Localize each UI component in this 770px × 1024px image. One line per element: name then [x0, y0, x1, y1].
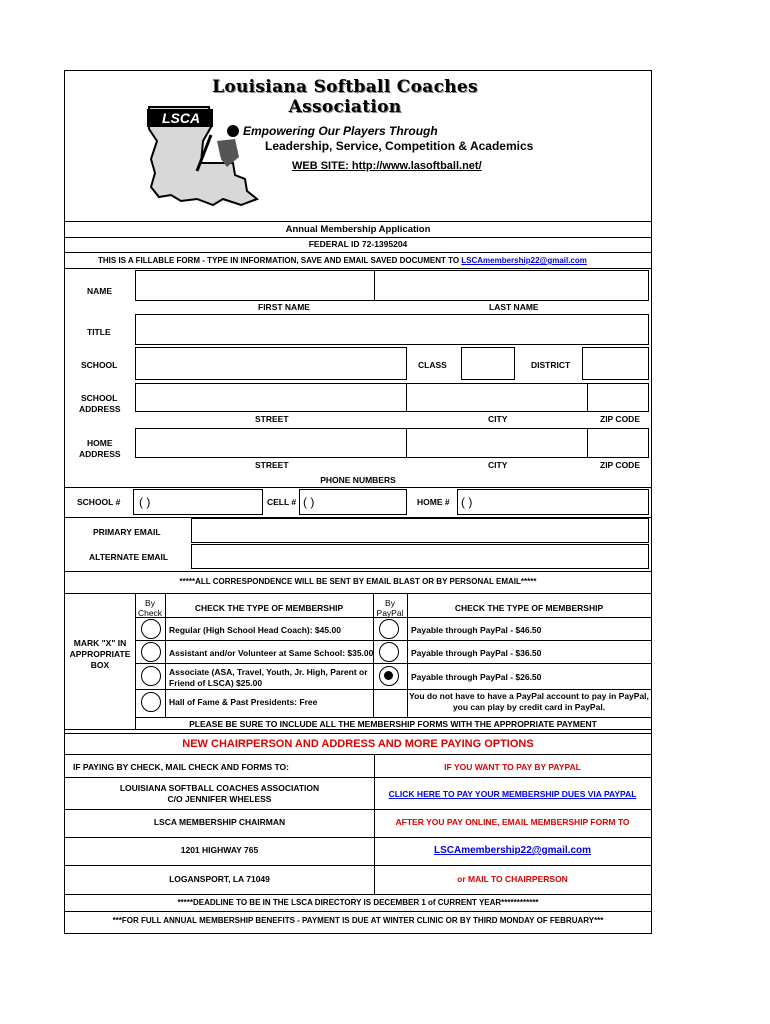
paypal-radio-regular[interactable] — [379, 619, 399, 639]
paypal-option-regular: Payable through PayPal - $46.50 — [411, 625, 542, 635]
home-phone-paren: ( ) — [461, 495, 473, 509]
cell-phone-label: CELL # — [267, 497, 297, 507]
check-radio-hall-of-fame[interactable] — [141, 692, 161, 712]
district-field[interactable] — [582, 347, 649, 380]
home-address-label-2: ADDRESS — [79, 449, 121, 459]
paypal-radio-assistant[interactable] — [379, 642, 399, 662]
website-text: WEB SITE: http://www.lasoftball.net/ — [292, 160, 482, 172]
check-option-associate-2: Friend of LSCA) $25.00 — [169, 678, 263, 688]
phone-numbers-heading: PHONE NUMBERS — [320, 475, 396, 485]
by-check-header-2: Check — [137, 608, 163, 618]
last-name-label: LAST NAME — [489, 302, 539, 312]
by-check-header-1: By — [145, 598, 155, 608]
check-radio-regular[interactable] — [141, 619, 161, 639]
correspondence-note: *****ALL CORRESPONDENCE WILL BE SENT BY EMAIL BLAST OR BY PERSONAL EMAIL***** — [179, 577, 537, 586]
school-address-label-1: SCHOOL — [81, 393, 118, 403]
deadline-note: *****DEADLINE TO BE IN THE LSCA DIRECTORY IS DECEMBER 1 of CURRENT YEAR************ — [177, 898, 539, 907]
school-zip-label: ZIP CODE — [600, 414, 640, 424]
mail-address-line-3: 1201 HIGHWAY 765 — [180, 845, 259, 855]
include-forms-note: PLEASE BE SURE TO INCLUDE ALL THE MEMBERSHIP FORMS WITH THE APPROPRIATE PAYMENT — [189, 719, 597, 729]
home-phone-label: HOME # — [417, 497, 450, 507]
check-type-header: CHECK THE TYPE OF MEMBERSHIP — [194, 603, 344, 613]
paypal-pay-link[interactable]: CLICK HERE TO PAY YOUR MEMBERSHIP DUES VIA PAYPAL — [388, 789, 637, 799]
home-street-label: STREET — [255, 460, 289, 470]
class-field[interactable] — [461, 347, 515, 380]
home-phone-field[interactable] — [457, 489, 649, 515]
primary-email-label: PRIMARY EMAIL — [93, 527, 161, 537]
check-option-associate-1: Associate (ASA, Travel, Youth, Jr. High, Parent or — [169, 667, 368, 677]
membership-form — [64, 70, 652, 934]
instructions-email-link[interactable]: LSCAmembership22@gmail.com — [461, 256, 587, 265]
benefits-note: ***FOR FULL ANNUAL MEMBERSHIP BENEFITS - PAYMENT IS DUE AT WINTER CLINIC OR BY THIRD MONDAY OF FEBRUARY*** — [112, 916, 604, 925]
alternate-email-field[interactable] — [191, 544, 649, 569]
by-paypal-header-1: By — [385, 598, 395, 608]
home-city-field[interactable] — [406, 428, 588, 458]
check-radio-associate[interactable] — [141, 666, 161, 686]
paypal-radio-associate[interactable] — [379, 666, 399, 686]
first-name-label: FIRST NAME — [258, 302, 310, 312]
logo-text: LSCA — [161, 110, 201, 126]
check-option-hall-of-fame: Hall of Fame & Past Presidents: Free — [169, 697, 318, 707]
school-zip-field[interactable] — [587, 383, 649, 412]
school-label: SCHOOL — [81, 360, 118, 370]
mail-address-line-4: LOGANSPORT, LA 71049 — [169, 874, 270, 884]
first-name-field[interactable] — [135, 270, 375, 301]
school-phone-paren: ( ) — [139, 495, 151, 509]
school-street-label: STREET — [255, 414, 289, 424]
after-pay-note: AFTER YOU PAY ONLINE, EMAIL MEMBERSHIP FORM TO — [395, 817, 630, 827]
cell-phone-paren: ( ) — [303, 495, 315, 509]
title-field[interactable] — [135, 314, 649, 345]
new-chair-heading: NEW CHAIRPERSON AND ADDRESS AND MORE PAYING OPTIONS — [182, 738, 534, 750]
title-label: TITLE — [87, 327, 111, 337]
school-address-label-2: ADDRESS — [79, 404, 121, 414]
mark-instruction-2: APPROPRIATE — [69, 649, 131, 659]
name-label: NAME — [87, 286, 113, 296]
district-label: DISTRICT — [531, 360, 571, 370]
home-city-label: CITY — [488, 460, 508, 470]
school-phone-field[interactable] — [133, 489, 263, 515]
mail-address-line-2: LSCA MEMBERSHIP CHAIRMAN — [153, 817, 286, 827]
tagline-line-1: Empowering Our Players Through — [243, 124, 438, 138]
mail-address-line-1a: LOUISIANA SOFTBALL COACHES ASSOCIATION — [119, 783, 320, 793]
paypal-option-associate: Payable through PayPal - $26.50 — [411, 672, 542, 682]
school-phone-label: SCHOOL # — [77, 497, 121, 507]
paypal-heading: IF YOU WANT TO PAY BY PAYPAL — [444, 762, 581, 772]
cell-phone-field[interactable] — [299, 489, 407, 515]
check-option-assistant: Assistant and/or Volunteer at Same School: $35.00 — [169, 648, 374, 658]
mark-instruction-3: BOX — [90, 660, 110, 670]
home-street-field[interactable] — [135, 428, 407, 458]
school-city-label: CITY — [488, 414, 508, 424]
paypal-option-assistant: Payable through PayPal - $36.50 — [411, 648, 542, 658]
membership-email-link[interactable]: LSCAmembership22@gmail.com — [433, 845, 592, 856]
by-paypal-header-2: PayPal — [376, 608, 404, 618]
paypal-note-1: You do not have to have a PayPal account to pay in PayPal, — [409, 691, 649, 701]
tagline-line-2: Leadership, Service, Competition & Academics — [265, 139, 534, 153]
last-name-field[interactable] — [374, 270, 649, 301]
mark-instruction-1: MARK "X" IN — [73, 638, 127, 648]
primary-email-field[interactable] — [191, 518, 649, 543]
paypal-note-2: you can play by credit card in PayPal. — [452, 702, 606, 712]
mail-to-chair-note: or MAIL TO CHAIRPERSON — [457, 874, 568, 884]
alternate-email-label: ALTERNATE EMAIL — [89, 552, 169, 562]
org-name: Louisiana Softball Coaches Association — [212, 77, 478, 117]
mail-address-line-1b: C/O JENNIFER WHELESS — [167, 794, 272, 804]
check-mail-heading: IF PAYING BY CHECK, MAIL CHECK AND FORMS TO: — [73, 762, 289, 772]
form-title: Annual Membership Application — [285, 224, 431, 235]
home-zip-label: ZIP CODE — [600, 460, 640, 470]
paypal-type-header: CHECK THE TYPE OF MEMBERSHIP — [454, 603, 604, 613]
school-field[interactable] — [135, 347, 407, 380]
class-label: CLASS — [418, 360, 447, 370]
home-address-label-1: HOME — [87, 438, 113, 448]
check-radio-assistant[interactable] — [141, 642, 161, 662]
home-zip-field[interactable] — [587, 428, 649, 458]
federal-id: FEDERAL ID 72-1395204 — [308, 239, 408, 249]
fillable-instructions: THIS IS A FILLABLE FORM - TYPE IN INFORMATION, SAVE AND EMAIL SAVED DOCUMENT TO LSCAmembership22@gmail.com — [98, 256, 587, 265]
check-option-regular: Regular (High School Head Coach): $45.00 — [169, 625, 341, 635]
school-city-field[interactable] — [406, 383, 588, 412]
school-street-field[interactable] — [135, 383, 407, 412]
